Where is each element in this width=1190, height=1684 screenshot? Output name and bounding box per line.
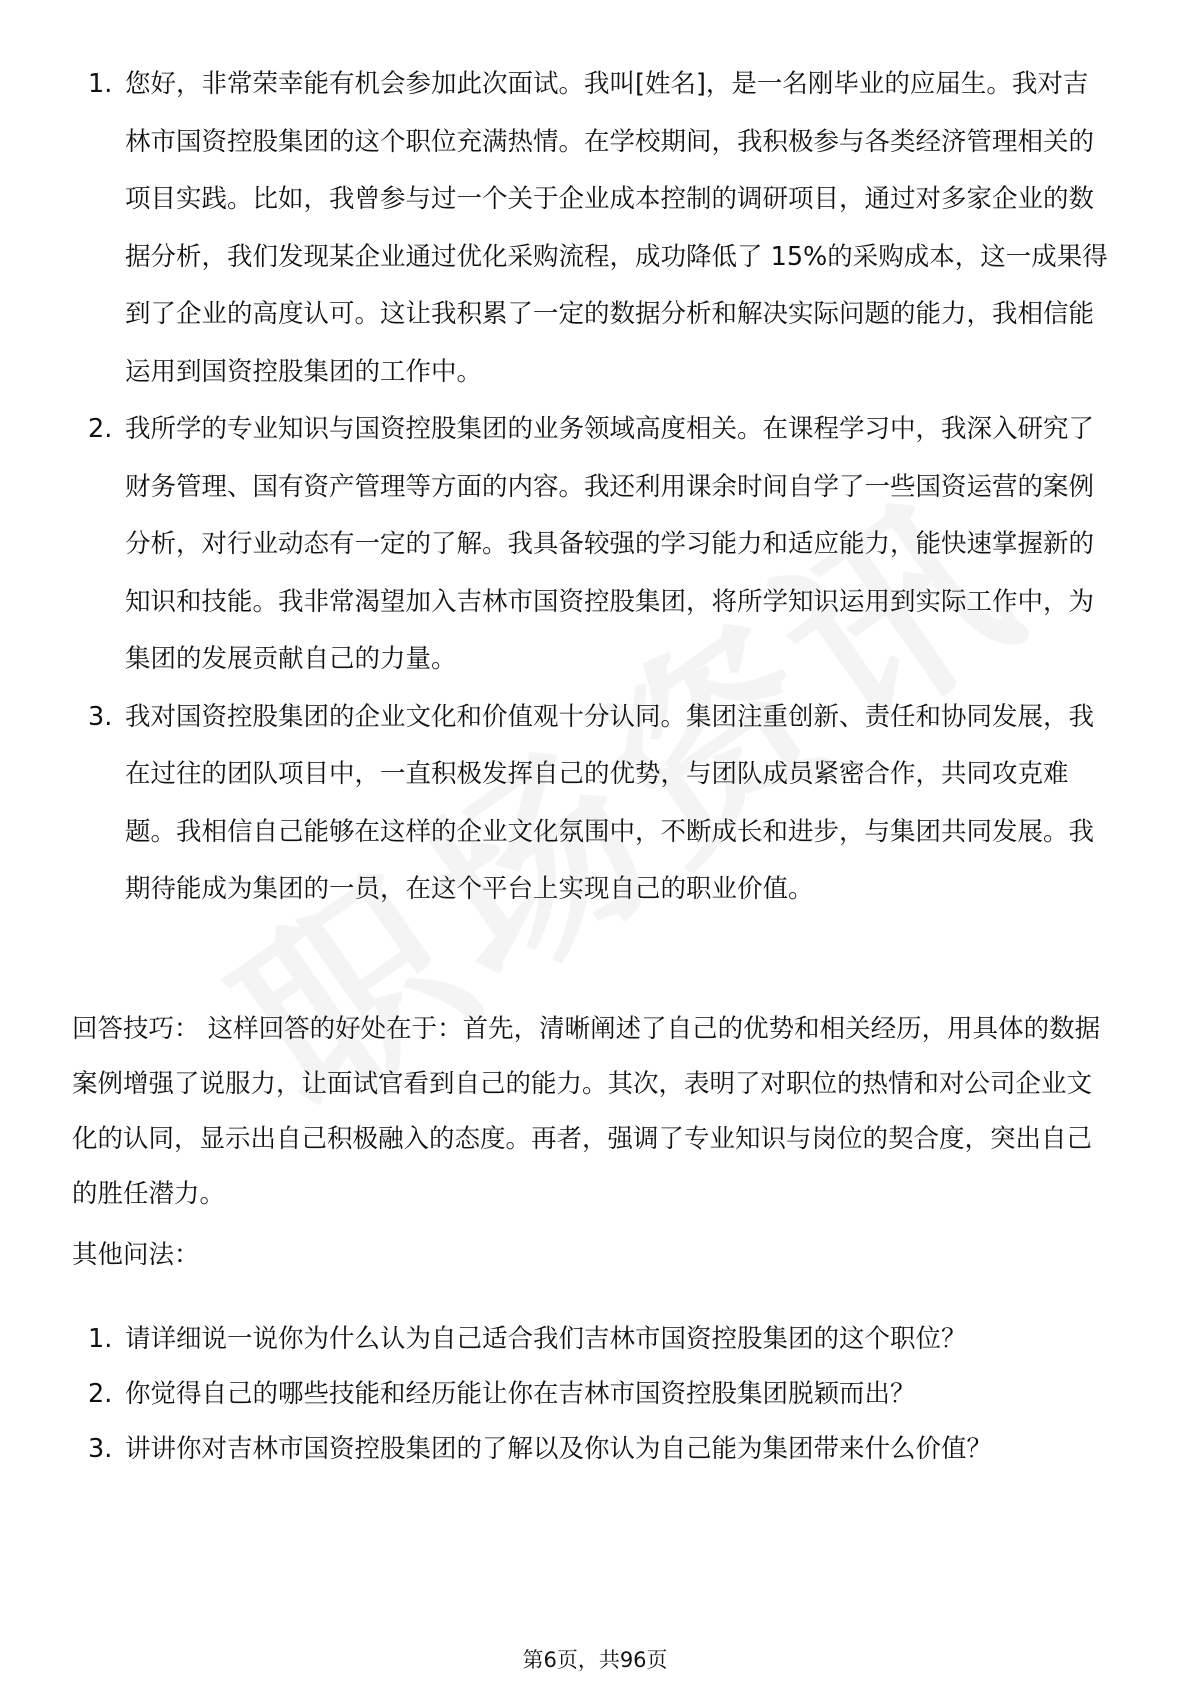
answer-text: 我对国资控股集团的企业文化和价值观十分认同。集团注重创新、责任和协同发展，我在过往的团队项目中，一直积极发挥自己的优势，与团队成员紧密合作，共同攻克难题。我相信自己能够在这样的企业文化氛围中，不断成长和进步，与集团共同发展。我期待能成为集团的一员，在这个平台上实现自己的职业价值。 — [125, 701, 1095, 904]
list-number: 1. — [88, 69, 113, 99]
list-number: 2. — [88, 1379, 113, 1409]
list-item — [80, 1312, 1110, 1367]
other-questions-list — [80, 1312, 1110, 1477]
list-number: 3. — [88, 1434, 113, 1464]
list-item — [80, 1422, 1110, 1477]
answer-tips: 回答技巧： 这样回答的好处在于：首先，清晰阐述了自己的优势和相关经历，用具体的数据案例增强了说服力，让面试官看到自己的能力。其次，表明了对职位的热情和对公司企业文化的认同，显示出自己积极融入的态度。再者，强调了专业知识与岗位的契合度，突出自己的胜任潜力。 — [72, 1014, 1101, 1209]
question-text: 讲讲你对吉林市国资控股集团的了解以及你认为自己能为集团带来什么价值？ — [125, 1434, 993, 1464]
list-number: 3. — [88, 701, 113, 732]
answer-list — [80, 56, 1110, 919]
other-questions-heading: 其他问法： — [72, 1240, 200, 1270]
answer-text: 我所学的专业知识与国资控股集团的业务领域高度相关。在课程学习中，我深入研究了财务管理、国有资产管理等方面的内容。我还利用课余时间自学了一些国资运营的案例分析，对行业动态有一定的了解。我具备较强的学习能力和适应能力，能快速掌握新的知识和技能。我非常渴望加入吉林市国资控股集团，将所学知识运用到实际工作中，为集团的发展贡献自己的力量。 — [125, 414, 1095, 674]
question-text: 请详细说一说你为什么认为自己适合我们吉林市国资控股集团的这个职位？ — [125, 1324, 967, 1354]
list-item — [80, 1367, 1110, 1422]
list-number: 1. — [88, 1324, 113, 1354]
list-item — [80, 56, 1110, 401]
page-footer: 第6页，共96页 — [522, 1648, 668, 1672]
question-text: 你觉得自己的哪些技能和经历能让你在吉林市国资控股集团脱颖而出？ — [125, 1379, 916, 1409]
list-item — [80, 401, 1110, 689]
answer-text: 您好，非常荣幸能有机会参加此次面试。我叫[姓名]，是一名刚毕业的应届生。我对吉林市国资控股集团的这个职位充满热情。在学校期间，我积极参与各类经济管理相关的项目实践。比如，我曾参与过一个关于企业成本控制的调研项目，通过对多家企业的数据分析，我们发现某企业通过优化采购流程，成功降低了 15%的采购成本，这一成果得到了企业的高度认可。这让我积累了一定的数据分析和解决实际问题的能力，我相信能运用到国资控股集团的工作中。 — [125, 69, 1108, 387]
list-item — [80, 689, 1110, 919]
list-number: 2. — [88, 414, 113, 444]
